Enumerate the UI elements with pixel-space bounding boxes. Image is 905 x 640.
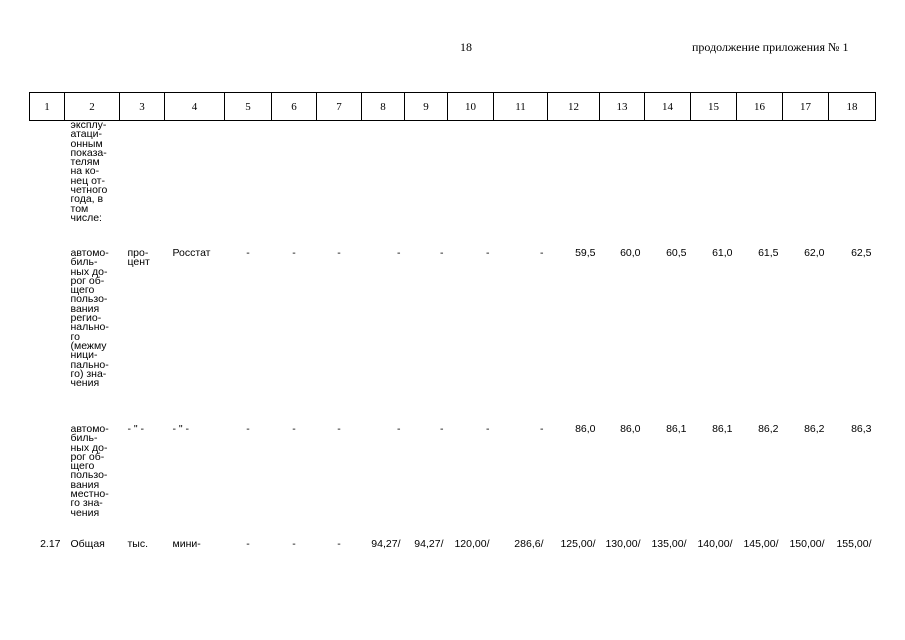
value-col-12: 125,00/ — [560, 538, 596, 550]
value-col-15: 86,1 — [712, 423, 733, 435]
value-col-16: 86,2 — [758, 423, 779, 435]
value-col-10 — [448, 121, 494, 250]
value-col-17 — [783, 121, 829, 250]
indicator-name-line: го — [70, 330, 80, 343]
indicator-name-line: атаци- — [70, 128, 103, 141]
column-header-13: 13 — [600, 93, 645, 121]
data-source — [165, 121, 225, 250]
value-col-8: - — [397, 247, 401, 259]
indicator-name-line: вания — [70, 478, 100, 491]
unit-of-measure-line: цент — [127, 256, 150, 269]
value-col-18 — [829, 121, 876, 250]
value-col-11: - — [540, 423, 544, 435]
column-header-15: 15 — [691, 93, 737, 121]
indicator-name-line: нец от- — [70, 174, 105, 187]
value-col-9: - — [440, 247, 444, 259]
value-col-5 — [225, 121, 272, 250]
value-col-18: 86,3 — [851, 423, 872, 435]
value-col-11: 286,6/ — [514, 538, 544, 550]
indicator-name — [65, 425, 120, 540]
value-col-16 — [737, 121, 783, 250]
indicator-name-line: (межму — [70, 339, 107, 352]
value-col-8 — [362, 121, 405, 250]
value-col-13: 86,0 — [620, 423, 641, 435]
unit-of-measure — [120, 121, 165, 250]
value-col-8: 94,27/ — [371, 538, 401, 550]
value-col-10: - — [486, 423, 490, 435]
column-header-1: 1 — [30, 93, 65, 121]
table-row — [30, 121, 876, 250]
value-col-13: 130,00/ — [605, 538, 641, 550]
indicator-name-line: эксплу- — [70, 119, 107, 131]
unit-of-measure-line: - " - — [127, 423, 145, 435]
value-col-7 — [317, 121, 362, 250]
indicator-name-line: автомо- — [70, 247, 109, 259]
value-col-15: 140,00/ — [697, 538, 733, 550]
value-col-9: 94,27/ — [414, 538, 444, 550]
value-col-11 — [494, 121, 548, 250]
indicator-name-line: пользо- — [70, 469, 108, 482]
unit-of-measure-line: про- — [127, 247, 149, 259]
value-col-11: - — [540, 247, 544, 259]
column-header-17: 17 — [783, 93, 829, 121]
value-col-9 — [405, 121, 448, 250]
column-header-5: 5 — [225, 93, 272, 121]
value-col-6 — [272, 121, 317, 250]
table-row — [30, 425, 876, 540]
value-col-16: 145,00/ — [743, 538, 779, 550]
row-number — [30, 249, 65, 425]
indicator-name-line: рог об- — [70, 450, 105, 463]
column-header-16: 16 — [737, 93, 783, 121]
indicator-name-line: регио- — [70, 312, 102, 325]
row-number — [30, 121, 65, 250]
row-number — [30, 425, 65, 540]
value-col-16: 61,5 — [758, 247, 779, 259]
indicator-name-line: щего — [70, 284, 95, 297]
indicator-name-line: ных до- — [70, 441, 108, 454]
value-col-12 — [548, 121, 600, 250]
unit-of-measure-line: тыс. — [127, 538, 149, 550]
indicator-name-line: чения — [70, 506, 100, 519]
data-source: Росстат — [172, 247, 211, 259]
indicator-name-line: вания — [70, 302, 100, 315]
value-col-6: - — [292, 423, 296, 435]
table-row — [30, 540, 876, 552]
value-col-12: 59,5 — [575, 247, 596, 259]
page-number: 18 — [460, 40, 472, 54]
value-col-15: 61,0 — [712, 247, 733, 259]
value-col-18: 62,5 — [851, 247, 872, 259]
value-col-10: 120,00/ — [454, 538, 490, 550]
value-col-14 — [645, 121, 691, 250]
indicator-name-line: рог об- — [70, 274, 105, 287]
indicator-name-line: на ко- — [70, 165, 100, 178]
indicator-table — [29, 92, 876, 552]
column-header-11: 11 — [494, 93, 548, 121]
value-col-10: - — [486, 247, 490, 259]
data-source: мини- — [172, 538, 201, 550]
indicator-name-line: телям — [70, 156, 100, 169]
indicator-name-line: автомо- — [70, 423, 109, 435]
indicator-name-line: пользо- — [70, 293, 108, 306]
indicator-name-line: пально- — [70, 358, 109, 371]
indicator-name-line: ници- — [70, 349, 98, 362]
column-header-18: 18 — [829, 93, 876, 121]
indicator-name-line: местно- — [70, 488, 109, 501]
value-col-12: 86,0 — [575, 423, 596, 435]
column-header-14: 14 — [645, 93, 691, 121]
value-col-17: 150,00/ — [789, 538, 825, 550]
header-row — [30, 93, 876, 121]
value-col-15 — [691, 121, 737, 250]
column-header-6: 6 — [272, 93, 317, 121]
indicator-name-line: года, в — [70, 193, 104, 206]
column-header-9: 9 — [405, 93, 448, 121]
value-col-5: - — [246, 538, 250, 550]
indicator-name — [65, 540, 120, 552]
value-col-14: 135,00/ — [651, 538, 687, 550]
value-col-5: - — [246, 423, 250, 435]
value-col-17: 62,0 — [804, 247, 825, 259]
value-col-7: - — [337, 247, 341, 259]
column-header-7: 7 — [317, 93, 362, 121]
value-col-14: 60,5 — [666, 247, 687, 259]
column-header-12: 12 — [548, 93, 600, 121]
indicator-name-line: биль- — [70, 256, 98, 269]
value-col-9: - — [440, 423, 444, 435]
unit-of-measure — [120, 425, 165, 540]
column-header-4: 4 — [165, 93, 225, 121]
indicator-name-line: четного — [70, 184, 108, 197]
column-header-8: 8 — [362, 93, 405, 121]
indicator-name-line: биль- — [70, 432, 98, 445]
value-col-13 — [600, 121, 645, 250]
indicator-name — [65, 249, 120, 425]
value-col-8: - — [397, 423, 401, 435]
indicator-name-line: Общая — [70, 538, 105, 550]
unit-of-measure — [120, 249, 165, 425]
value-col-6: - — [292, 247, 296, 259]
indicator-name-line: том — [70, 202, 89, 215]
indicator-name-line: показа- — [70, 146, 107, 159]
indicator-name-line: го зна- — [70, 497, 103, 510]
value-col-17: 86,2 — [804, 423, 825, 435]
indicator-name-line: числе: — [70, 211, 102, 224]
value-col-5: - — [246, 247, 250, 259]
value-col-7: - — [337, 423, 341, 435]
indicator-name — [65, 121, 120, 250]
indicator-name-line: ных до- — [70, 265, 108, 278]
data-source: - " - — [172, 423, 190, 435]
unit-of-measure — [120, 540, 165, 552]
indicator-name-line: нально- — [70, 321, 109, 334]
value-col-7: - — [337, 538, 341, 550]
indicator-name-line: щего — [70, 460, 95, 473]
indicator-name-line: чения — [70, 377, 100, 390]
value-col-13: 60,0 — [620, 247, 641, 259]
table-row — [30, 249, 876, 425]
value-col-6: - — [292, 538, 296, 550]
continuation-note: продолжение приложения № 1 — [692, 40, 849, 54]
indicator-name-line: онным — [70, 137, 103, 150]
value-col-18: 155,00/ — [836, 538, 872, 550]
value-col-14: 86,1 — [666, 423, 687, 435]
row-number: 2.17 — [40, 538, 61, 550]
table-body — [30, 121, 876, 553]
column-header-10: 10 — [448, 93, 494, 121]
column-header-2: 2 — [65, 93, 120, 121]
column-header-3: 3 — [120, 93, 165, 121]
indicator-name-line: го) зна- — [70, 367, 107, 380]
